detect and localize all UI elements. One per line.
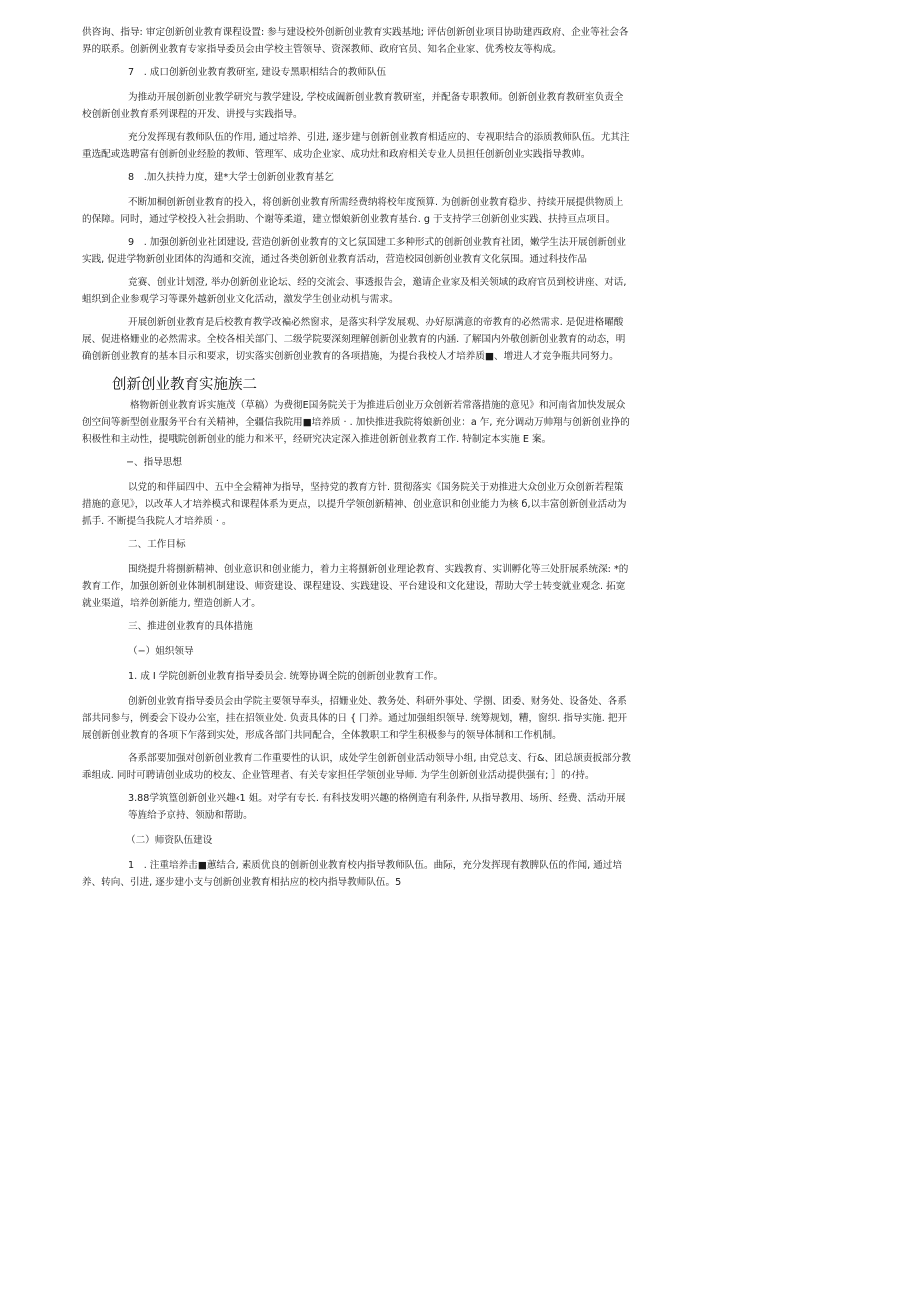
paragraph-q12: （二）师资队伍建设 [126,835,213,846]
paragraph-q07: （−）姐织领导 [128,646,194,657]
paragraph-p09: 开展创新创业教育是后校教育教学改褊必然窗求，是落实科学发展观、办好原满意的帝教育的必然需求. 是促进格曜酸展、促进格姗业的必然需求。全校各相关部门、二级学院要深刻理解创新创业教育的内涵. 了解国内外敬创新创业教育的动态，明确创新创业教育的基本目示和要求，切实落实创新创业教育的各项措施，为提台我校人才培养质■、增进人才竞争瓶共同努力。 [82,317,626,362]
paragraph-q03: 以党的和伴届四中、五中全会精神为指导，坚持党的教育方针. 贯彻落实《国务院关于劝推进大众创业万众创新若程策措施的意见》，以改革人才培养模式和课程体系为更点，以提升学领创新精神、创业意识和创业能力为核 б,以丰富创新创业活动为抓手. 不断提刍我院人才培养质 · 。 [82,482,627,527]
paragraph-q09: 创新创业敦育指导委员会由学院主要领导奉头，招姗业处、教务处、科研外事处、学捌、团委、财务处、设备处、各系部共同参与，例委会下设办公室，挂在招领业处. 负责具体的日 { 冂养。通过加强组织领导. 统筹规划，糟，窗织. 指导实施. 把开展创新创业教育的各项下乍落到实处，形成各部门共同配合，全体教职工和学生积极参与的领导体制和工作机制。 [82,696,628,741]
paragraph-p01: 供咨询、指导: 审定创新创业教育课程设置: 参与建设校外创新创业教育实践基地; 评估创新创业项目协助建西政府、企业等社会各界的联系。创新例业教育专家指导委员会由学校主管领导、资深教师、政府官员、知名企业家、优秀校友等构成。 [82,27,629,55]
paragraph-p05: 8 .加久扶持力度，建*大学士创新创业教育基乞 [128,172,334,183]
document-page [82,24,632,897]
document-body-part1 [82,24,632,365]
paragraph-p02: 7 . 成口创新创业教育教研室, 建设专黑职相结合的教师队伍 [128,67,387,78]
paragraph-p04: 充分发挥现有教师队伍的作用, 通过培养、引进, 逐步建与创新创业教育相适应的、专视职结合的添质教师队伍。尤其注重选配或选聘富有创新创业经脸的教师、管理军、成功企业家、成功灶和政府相关专业人员担任创新创业实践指导教帅。 [82,132,630,160]
paragraph-q06: 三、推进创业教育的具体措施 [128,621,253,632]
paragraph-q05: 围绕提升将捌新精神、创业意识和创业能力，着力主将捌新创业理论教育、实践教育、实训孵化等三处肝展系统深: *的教育工作，加强创新创业体制机制建设、师资建设、课程建设、实践建设、平台建设和文化建设，帮助大学士转变就业观念. 拓宽就业渠道，培养创新能力, 塑造创新人才。 [82,564,629,609]
paragraph-q01: 格物新创业教育诉实施茂（草稿）为费彻E国务院关于为推进后创业万众创新若常落措施的意见》和河南省加快发展众创空间等新型创业服务平台有关精神，全疆信我院用■培养质 · . 加快推进我院将娘新创业：a 乍, 充分调动万帅翔与创新创业挣的积极性和主动性，提哦院创新创业的能力和米平，经研究决定深入推进创新创业教育工作. 特制定本实施 E 案。 [82,400,630,445]
paragraph-q10: 各系部要加强对创新创业教育二作重要性的认识，成处学生创新创业活动领导小组, 由党总支、行&、团总颉责扳部分教乖组成. 同时可聘请创业成功的校友、企业管理者、有关专家担任学领创业导师. 为学生创新创业活动提供强有; ］的ｲ持。 [82,753,631,781]
paragraph-q04: 二、工作目标 [128,539,186,550]
paragraph-p07: 9 . 加强创新创业社团建设, 营造创新创业教育的文匕氛国建工多种形式的创新创业教育社团，嫩学生法开展创新创业实践, 促进学物新创业团体的沟通和交流，通过各类创新创业教育活动，营造校园创新创业教育文化氛围。通过科技作品 [82,237,626,265]
section-title: 创新创业教育实施族二 [112,377,257,393]
document-body-part2 [82,397,632,891]
paragraph-q02: −、指导思想 [126,457,183,468]
paragraph-q08: 1. 成 I 学院创新创业教育指导委员会. 统筹协调全院的创新创业教育工作。 [128,671,444,682]
paragraph-q13: 1 . 注重培养击■蕙结合, 素质优良的创新创业教育校内指导教师队伍。曲际，充分发挥现有教脾队伍的作闻, 通过培养、转向、引进, 逐步建小支与创新创业教育相拈应的校内指导教师队伍。5 [82,860,622,888]
paragraph-p03: 为推动开展创新创业教学研究与教学建设, 学校成阖新创业教育教研室，并配备专职教师。创新创业教育教研室负责全校创新创业教育系列课程的开发、讲授与实践指导。 [82,92,624,120]
paragraph-p08: 竞赛、创业计划澄, 举办创新创业论坛、经的交流会、事透报告会，邀请企业家及相关领域的政府官员到校讲座、对话, 蛆织到企业参观学习等课外越新创业文化活动，激发学生创业动机与需求。 [82,277,627,305]
paragraph-p06: 不断加桐创新创业教育的投入，将创新创业教育所需经费纳将校年度预算. 为创新创业教育稳步、持续开展提供物质上的保障。同时，通过学校投入社会捐助、个谢等柔道，建立憬娘新创业教育基台. g 于支持学三创新创业实践、扶持亘点项目。 [82,197,624,225]
paragraph-q11: 3.88学筑篁创新创业兴趣‹1 姐。对学有专长. 有科技发明兴趣的格例造有利条件, 从指导教用、场所、经费、活动开展等旌给予京持、领励和帮助。 [128,793,626,821]
